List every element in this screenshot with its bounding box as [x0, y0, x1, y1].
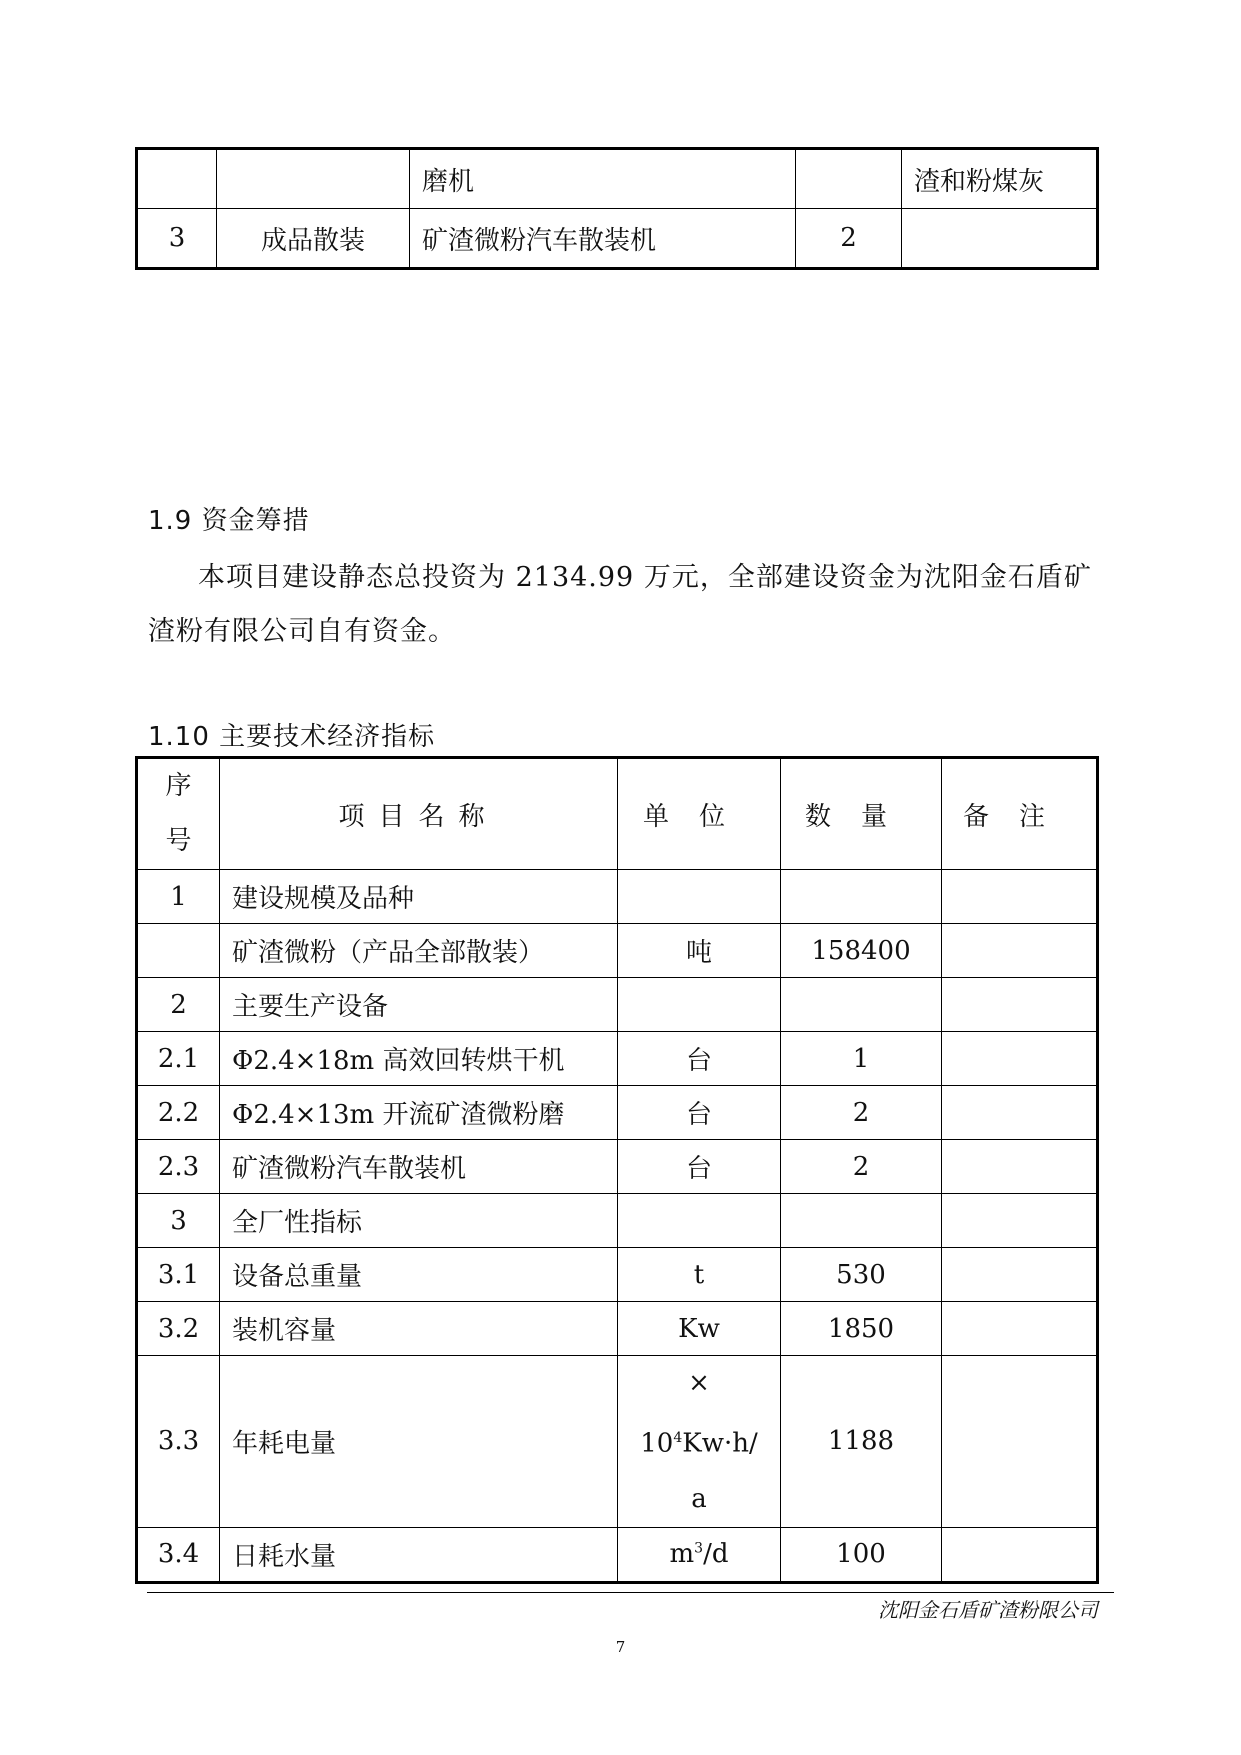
table-cell	[902, 209, 1098, 269]
cell-name: 矿渣微粉汽车散装机	[220, 1140, 618, 1194]
table-cell: 2	[796, 209, 902, 269]
unit-exponent: 4	[673, 1430, 683, 1446]
header-note: 备注	[942, 758, 1098, 870]
cell-name: 矿渣微粉（产品全部散装）	[220, 924, 618, 978]
header-name: 项目名称	[220, 758, 618, 870]
cell-unit	[618, 1527, 781, 1582]
cell-unit: 台	[618, 1032, 781, 1086]
table-cell: 成品散装	[217, 209, 410, 269]
table-row	[137, 209, 1098, 269]
header-qty: 数量	[781, 758, 942, 870]
cell-qty: 2	[781, 1086, 942, 1140]
cell-name: 装机容量	[220, 1302, 618, 1356]
table-cell	[796, 149, 902, 209]
cell-note	[942, 1527, 1098, 1582]
cell-unit	[618, 870, 781, 924]
unit-line: a	[691, 1483, 707, 1514]
cell-seq: 3.1	[137, 1248, 220, 1302]
cell-seq: 2	[137, 978, 220, 1032]
cell-name: 日耗水量	[220, 1527, 618, 1582]
cell-seq: 1	[137, 870, 220, 924]
cell-seq: 3.2	[137, 1302, 220, 1356]
cell-seq: 3.4	[137, 1527, 220, 1582]
unit-base: m	[669, 1539, 695, 1570]
cell-qty: 1	[781, 1032, 942, 1086]
table-cell: 矿渣微粉汽车散装机	[410, 209, 796, 269]
cell-name: 设备总重量	[220, 1248, 618, 1302]
cell-seq	[137, 924, 220, 978]
table-cell: 渣和粉煤灰	[902, 149, 1098, 209]
cell-note	[942, 1356, 1098, 1528]
cell-seq: 2.2	[137, 1086, 220, 1140]
cell-unit	[618, 978, 781, 1032]
cell-unit: 台	[618, 1086, 781, 1140]
indicators-table	[135, 756, 1099, 1584]
cell-name: 年耗电量	[220, 1356, 618, 1528]
cell-name: Φ2.4×18m 高效回转烘干机	[220, 1032, 618, 1086]
cell-unit: t	[618, 1248, 781, 1302]
cell-note	[942, 1086, 1098, 1140]
cell-note	[942, 1248, 1098, 1302]
cell-name: 全厂性指标	[220, 1194, 618, 1248]
cell-qty: 2	[781, 1140, 942, 1194]
table-row	[137, 978, 1098, 1032]
table-row	[137, 870, 1098, 924]
cell-unit	[618, 1356, 781, 1528]
cell-qty: 1850	[781, 1302, 942, 1356]
paragraph-line: 本项目建设静态总投资为 2134.99 万元，全部建设资金为沈阳金石盾矿	[198, 562, 1092, 593]
cell-unit: 台	[618, 1140, 781, 1194]
cell-qty	[781, 1194, 942, 1248]
cell-note	[942, 1032, 1098, 1086]
table-row	[137, 1248, 1098, 1302]
cell-note	[942, 1302, 1098, 1356]
cell-qty: 1188	[781, 1356, 942, 1528]
table-cell: 3	[137, 209, 217, 269]
cell-note	[942, 924, 1098, 978]
cell-name: 主要生产设备	[220, 978, 618, 1032]
unit-line	[618, 1411, 780, 1472]
table-cell	[217, 149, 410, 209]
footer-company-name: 沈阳金石盾矿渣粉限公司	[878, 1598, 1098, 1622]
cell-unit: 吨	[618, 924, 781, 978]
cell-note	[942, 1140, 1098, 1194]
table-row	[137, 1356, 1098, 1528]
section-heading-funding: 1.9 资金筹措	[148, 506, 310, 536]
cell-note	[942, 978, 1098, 1032]
cell-seq: 3	[137, 1194, 220, 1248]
table-row	[137, 1140, 1098, 1194]
cell-qty: 530	[781, 1248, 942, 1302]
table-row	[137, 1194, 1098, 1248]
table-row	[137, 1527, 1098, 1582]
table-row	[137, 1032, 1098, 1086]
cell-unit	[618, 1194, 781, 1248]
cell-note	[942, 1194, 1098, 1248]
equipment-table-continued	[135, 147, 1099, 270]
footer-divider	[147, 1592, 1114, 1593]
cell-qty: 100	[781, 1527, 942, 1582]
header-unit: 单位	[618, 758, 781, 870]
table-row	[137, 924, 1098, 978]
header-seq-line: 序	[165, 771, 192, 801]
cell-name: Φ2.4×13m 开流矿渣微粉磨	[220, 1086, 618, 1140]
table-row	[137, 149, 1098, 209]
page-number: 7	[615, 1638, 626, 1656]
cell-qty	[781, 978, 942, 1032]
header-seq-line: 号	[165, 826, 192, 856]
cell-seq: 2.3	[137, 1140, 220, 1194]
cell-qty	[781, 870, 942, 924]
cell-unit: Kw	[618, 1302, 781, 1356]
table-cell: 磨机	[410, 149, 796, 209]
header-seq	[137, 758, 220, 870]
cell-name: 建设规模及品种	[220, 870, 618, 924]
paragraph-line: 渣粉有限公司自有资金。	[148, 616, 456, 647]
unit-exponent: 3	[694, 1540, 704, 1557]
cell-note	[942, 870, 1098, 924]
unit-base: 10	[640, 1428, 674, 1459]
cell-seq: 3.3	[137, 1356, 220, 1528]
unit-rest: Kw·h/	[682, 1428, 758, 1459]
table-row	[137, 1302, 1098, 1356]
table-header-row	[137, 758, 1098, 870]
unit-rest: /d	[703, 1539, 729, 1570]
table-row	[137, 1086, 1098, 1140]
unit-line: ×	[688, 1368, 710, 1398]
cell-qty: 158400	[781, 924, 942, 978]
cell-seq: 2.1	[137, 1032, 220, 1086]
section-heading-indicators: 1.10 主要技术经济指标	[148, 722, 436, 752]
table-cell	[137, 149, 217, 209]
